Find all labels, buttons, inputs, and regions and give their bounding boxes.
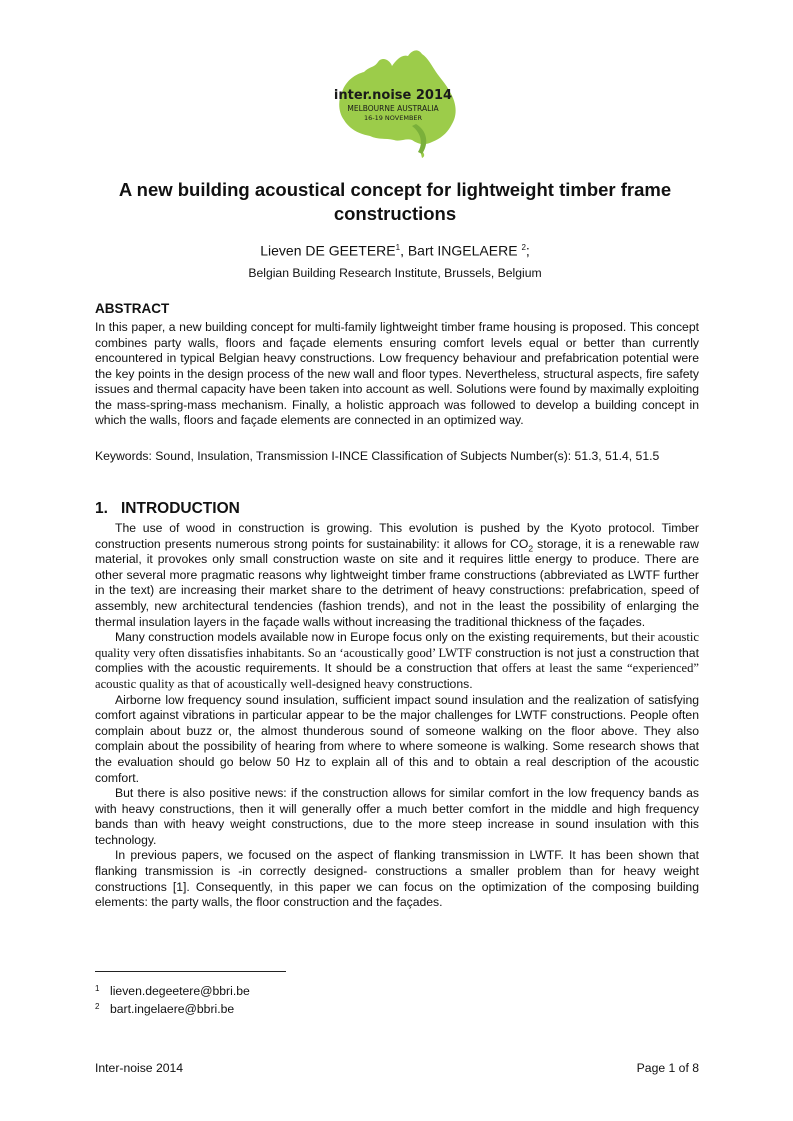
author-line (95, 239, 695, 260)
author-2: Bart INGELAERE (407, 242, 522, 259)
author-1-footnote-mark: 1 (395, 243, 401, 252)
paragraph-2-text-e: constructions. (394, 676, 473, 691)
footnote (95, 999, 250, 1017)
paper-title: A new building acoustical concept for lightweight timber frame constructions (118, 179, 672, 224)
logo-title: inter.noise 2014 (333, 88, 453, 103)
footnote-email: lieven.degeetere@bbri.be (110, 984, 250, 998)
author-line-end: ; (525, 242, 530, 259)
paragraph-4: But there is also positive news: if the construction allows for similar comfort in the low frequency bands as with heavy constructions, then it will generally offer a much better comfort in the middle and high frequency bands than with heavy weight constructions, due to the more steep increase in sound insulation with this technology. (95, 786, 699, 847)
paragraph-5: In previous papers, we focused on the aspect of flanking transmission in LWTF. It has been shown that flanking transmission is -in correctly designed- constructions a smaller problem than for heavy weight constructions [1]. Consequently, in this paper we can focus on the optimization of the composing building elements: the party walls, the floor construction and the façades. (95, 848, 699, 910)
paragraph-2-text-d: offers at least the same “experienced” acoustic quality as that of acoustically well-designed heavy (95, 661, 700, 691)
footnote-mark: 1 (95, 984, 100, 993)
abstract-text: In this paper, a new building concept for multi-family lightweight timber frame housing is proposed. This concept combines party walls, floors and façade elements ensuring comfort levels equal or better than currently encountered in typical Belgian heavy constructions. Low frequency behaviour and prefabrication potential were the key points in the design process of the new wall and floor types. Nevertheless, structural aspects, fire safety issues and thermal capacity have been taken into account as well. Solutions were found by maximally exploiting the mass-spring-mass mechanism. Finally, a holistic approach was followed to develop a building concept in which the walls, floors and façade elements are connected in an optimized way. (95, 320, 699, 427)
paragraph-1-text-b: storage, it is a renewable raw material, it provokes only small construction waste on site and it requires little energy to produce. There are other several more pragmatic reasons why lightweight timber frame constructions (abbreviated as LWTF further in the text) are increasing their market share to the detriment of heavy constructions: prefabrication, speed of assembly, new architectural tendencies (fashion trends), and not in the least the possibility of enlarging the thermal insulation layers in the façade walls without increasing the traditional thickness of the façades. (95, 536, 699, 629)
author-1: Lieven DE GEETERE (260, 242, 396, 259)
paragraph-1-text-a: The use of wood in construction is growing. This evolution is pushed by the Kyoto protocol. Timber construction presents numerous strong points for sustainability: it allows for CO (95, 521, 699, 551)
footnote-email: bart.ingelaere@bbri.be (110, 1002, 235, 1016)
footer-page-number: Page 1 of 8 (636, 1061, 699, 1075)
footnotes (95, 981, 250, 1017)
section-title: INTRODUCTION (121, 500, 240, 517)
logo-location: MELBOURNE AUSTRALIA (347, 104, 439, 113)
footnote-divider (95, 971, 286, 972)
section-heading (95, 500, 240, 518)
section-body (95, 521, 699, 911)
keywords: Keywords: Sound, Insulation, Transmission I-INCE Classification of Subjects Number(s): 51.3, 51.4, 51.5 (95, 449, 660, 463)
paragraph-2-text-c: construction is not just a construction that complies with the acoustic requirements. It should be a construction that (95, 645, 699, 676)
author-separator: , (400, 242, 408, 259)
footer-conference: Inter-noise 2014 (95, 1061, 184, 1075)
footnote (95, 981, 250, 999)
paragraph-2-text-a: Many construction models available now in Europe focus only on the existing requirements, but (115, 630, 632, 645)
author-2-footnote-mark: 2 (521, 243, 526, 252)
footnote-mark: 2 (95, 1002, 100, 1011)
logo-dates: 16-19 NOVEMBER (363, 114, 423, 122)
co2-subscript: 2 (528, 543, 534, 554)
affiliation: Belgian Building Research Institute, Brussels, Belgium (248, 266, 542, 280)
section-number: 1. (95, 500, 108, 517)
conference-logo (320, 44, 466, 174)
paragraph-1 (95, 521, 699, 630)
paragraph-2 (95, 630, 699, 692)
paragraph-3: Airborne low frequency sound insulation, sufficient impact sound insulation and the realization of satisfying comfort against vibrations in particular appear to be the major challenges for LWTF constructions. People often complain about buzz or, the almost thunderous sound of someone walking on the floor above. They also complain about the possibility of hearing from where to where someone is walking. Some research shows that the evaluation should go below 50 Hz to explain all of this and to obtain a real description of the acoustic comfort. (95, 692, 699, 785)
abstract-heading: ABSTRACT (95, 301, 170, 316)
paragraph-2-text-b: their acoustic quality very often dissatisfies inhabitants. So an ‘acoustically good’ LWTF (95, 630, 699, 660)
